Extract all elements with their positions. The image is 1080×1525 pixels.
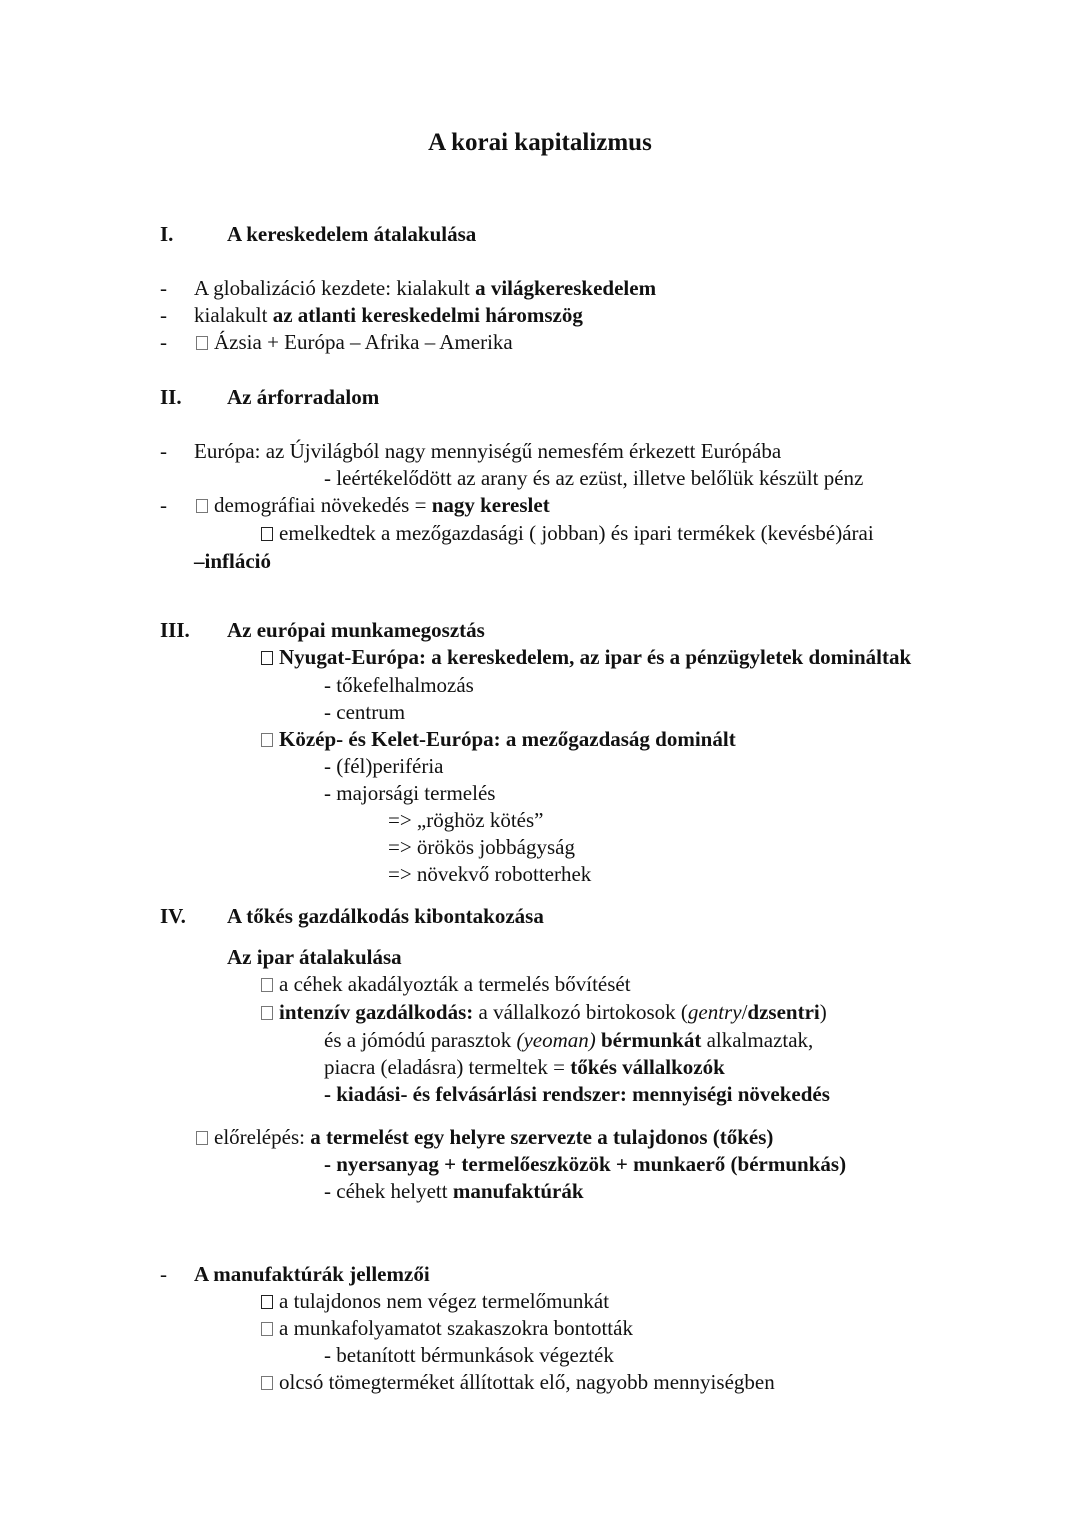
text-line: emelkedtek a mezőgazdasági ( jobban) és ipari termékek (kevésbé)árai bbox=[261, 520, 874, 546]
text-line: kialakult az atlanti kereskedelmi háromszög bbox=[194, 303, 583, 327]
text-line: és a jómódú parasztok (yeoman) bérmunkát alkalmaztak, bbox=[324, 1028, 814, 1052]
text-line: Nyugat-Európa: a kereskedelem, az ipar és a pénzügyletek domináltak bbox=[261, 644, 911, 670]
text-line: intenzív gazdálkodás: a vállalkozó birtokosok (gentry/dzsentri) bbox=[261, 999, 827, 1025]
text-line: demográfiai növekedés = nagy kereslet bbox=[196, 492, 550, 518]
text-line: a munkafolyamatot szakaszokra bontották bbox=[261, 1315, 633, 1341]
checkbox-icon bbox=[261, 527, 273, 541]
text-line: a tulajdonos nem végez termelőmunkát bbox=[261, 1288, 609, 1314]
text-line: piacra (eladásra) termeltek = tőkés vállalkozók bbox=[324, 1055, 725, 1079]
checkbox-icon bbox=[261, 1322, 273, 1336]
dash-bullet: - bbox=[160, 330, 167, 354]
text-line: A globalizáció kezdete: kialakult a világkereskedelem bbox=[194, 276, 657, 300]
dash-bullet: - bbox=[160, 1262, 167, 1286]
text-line: => örökös jobbágyság bbox=[388, 835, 576, 859]
dash-bullet: - bbox=[160, 276, 167, 300]
text-line: - centrum bbox=[324, 700, 406, 724]
section-heading: A kereskedelem átalakulása bbox=[227, 222, 477, 246]
checkbox-icon bbox=[261, 1006, 273, 1020]
text-line: - (fél)periféria bbox=[324, 754, 444, 778]
dash-bullet: - bbox=[160, 439, 167, 463]
text-line: –infláció bbox=[194, 549, 271, 573]
text-line: - tőkefelhalmozás bbox=[324, 673, 474, 697]
section-number: I. bbox=[160, 222, 174, 246]
section-number: IV. bbox=[160, 904, 186, 928]
section-heading: Az európai munkamegosztás bbox=[227, 618, 485, 642]
subsection-heading: Az ipar átalakulása bbox=[227, 945, 402, 969]
checkbox-icon bbox=[196, 499, 208, 513]
text-line: - leértékelődött az arany és az ezüst, illetve belőlük készült pénz bbox=[324, 466, 864, 490]
text-line: - nyersanyag + termelőeszközök + munkaerő (bérmunkás) bbox=[324, 1152, 847, 1176]
text-line: - betanított bérmunkások végezték bbox=[324, 1343, 614, 1367]
section-heading: A manufaktúrák jellemzői bbox=[194, 1262, 430, 1286]
text-line: Ázsia + Európa – Afrika – Amerika bbox=[196, 329, 513, 355]
checkbox-icon bbox=[261, 733, 273, 747]
text-line: Európa: az Újvilágból nagy mennyiségű nemesfém érkezett Európába bbox=[194, 439, 782, 463]
text-line: - majorsági termelés bbox=[324, 781, 496, 805]
text-line: - céhek helyett manufaktúrák bbox=[324, 1179, 584, 1203]
section-number: III. bbox=[160, 618, 190, 642]
section-number: II. bbox=[160, 385, 182, 409]
checkbox-icon bbox=[261, 1295, 273, 1309]
checkbox-icon bbox=[261, 1376, 273, 1390]
text-line: előrelépés: a termelést egy helyre szervezte a tulajdonos (tőkés) bbox=[196, 1124, 773, 1150]
dash-bullet: - bbox=[160, 303, 167, 327]
text-line: Közép- és Kelet-Európa: a mezőgazdaság dominált bbox=[261, 726, 736, 752]
text-line: => növekvő robotterhek bbox=[388, 862, 592, 886]
dash-bullet: - bbox=[160, 493, 167, 517]
checkbox-icon bbox=[196, 336, 208, 350]
text-line: - kiadási- és felvásárlási rendszer: mennyiségi növekedés bbox=[324, 1082, 830, 1106]
section-heading: A tőkés gazdálkodás kibontakozása bbox=[227, 904, 544, 928]
text-line: olcsó tömegterméket állítottak elő, nagyobb mennyiségben bbox=[261, 1369, 775, 1395]
checkbox-icon bbox=[261, 978, 273, 992]
text-line: => „röghöz kötés” bbox=[388, 808, 544, 832]
page-title: A korai kapitalizmus bbox=[428, 129, 652, 156]
checkbox-icon bbox=[196, 1131, 208, 1145]
checkbox-icon bbox=[261, 651, 273, 665]
section-heading: Az árforradalom bbox=[227, 385, 380, 409]
text-line: a céhek akadályozták a termelés bővítését bbox=[261, 971, 631, 997]
